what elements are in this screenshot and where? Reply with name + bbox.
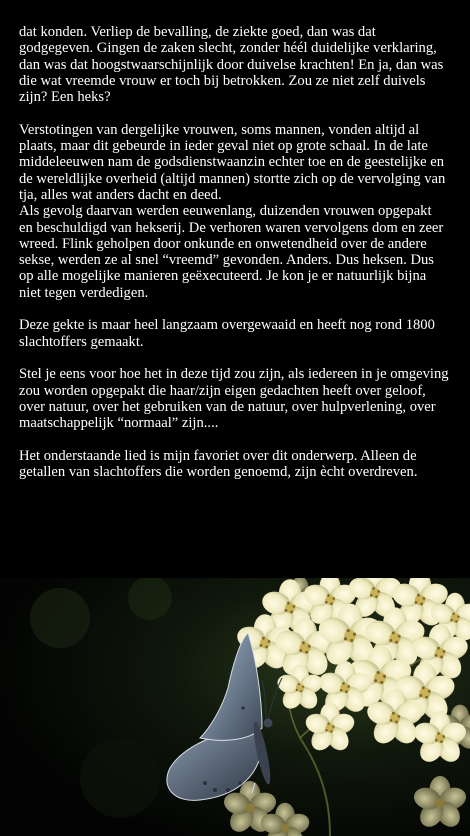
text-line: tja, alles wat anders dacht en deed. (19, 186, 222, 203)
paragraph-gap (19, 301, 464, 317)
text-line: en beschuldigd van hekserij. De verhoren waren vervolgens dom en zeer (19, 219, 444, 236)
paragraph-2 (19, 122, 464, 203)
text-line: getallen van slachtoffers die worden genoemd, zijn ècht overdreven. (19, 464, 418, 481)
text-line: dat konden. Verliep de bevalling, de ziekte goed, dan was dat (19, 24, 376, 40)
text-line: middeleeuwen nam de godsdienstwaanzin echter toe en de geestelijke en (19, 154, 445, 171)
text-line: godgegeven. Gingen de zaken slecht, zonder héél duidelijke verklaring, (19, 40, 437, 57)
text-line: Stel je eens voor hoe het in deze tijd zou zijn, als iedereen in je omgeving (19, 366, 449, 383)
text-line: sekse, werden ze al snel “vreemd” gevonden. Anders. Dus heksen. Dus (19, 252, 434, 269)
text-line: Deze gekte is maar heel langzaam overgewaaid en heeft nog rond 1800 (19, 317, 435, 334)
paragraph-6 (19, 448, 464, 481)
article-text (19, 24, 464, 480)
paragraph-3 (19, 203, 464, 301)
text-line: dan was dat hoogstwaarschijnlijk door duivelse krachten! En ja, dan was (19, 56, 444, 73)
paragraph-5 (19, 366, 464, 431)
text-line: de wereldlijke overheid (altijd mannen) stortte zich op de vervolging van (19, 170, 446, 187)
text-line: zou worden opgepakt die haar/zijn eigen gedachten heeft over geloof, (19, 382, 426, 399)
text-line: maatschappelijk “normaal” zijn.... (19, 415, 219, 432)
text-line: wreed. Flink geholpen door onkunde en onwetendheid over de andere (19, 235, 427, 252)
paragraph-1 (19, 24, 464, 105)
text-line: Verstotingen van dergelijke vrouwen, soms mannen, vonden altijd al (19, 121, 420, 138)
text-line: zijn? Een heks? (19, 89, 111, 106)
paragraph-gap (19, 350, 464, 366)
butterfly-on-blossoms-image (0, 578, 470, 836)
paragraph-gap (19, 431, 464, 447)
text-line: plaats, maar dit gebeurde in ieder geval niet op grote schaal. In de late (19, 138, 428, 155)
text-line: slachtoffers gemaakt. (19, 333, 144, 350)
text-line: Het onderstaande lied is mijn favoriet over dit onderwerp. Alleen de (19, 447, 417, 464)
text-line: over natuur, over het gebruiken van de natuur, over hulpverlening, over (19, 398, 436, 415)
text-line: Als gevolg daarvan werden eeuwenlang, duizenden vrouwen opgepakt (19, 203, 432, 220)
text-line: die wat vreemde vrouw er toch bij betrokken. Zou ze niet zelf duivels (19, 72, 426, 89)
paragraph-4 (19, 317, 464, 350)
butterfly-photo (0, 578, 470, 836)
text-line: op alle mogelijke manieren geëxecuteerd. Je kon je er natuurlijk bijna (19, 268, 427, 285)
text-line: niet tegen verdedigen. (19, 284, 149, 301)
paragraph-gap (19, 105, 464, 121)
